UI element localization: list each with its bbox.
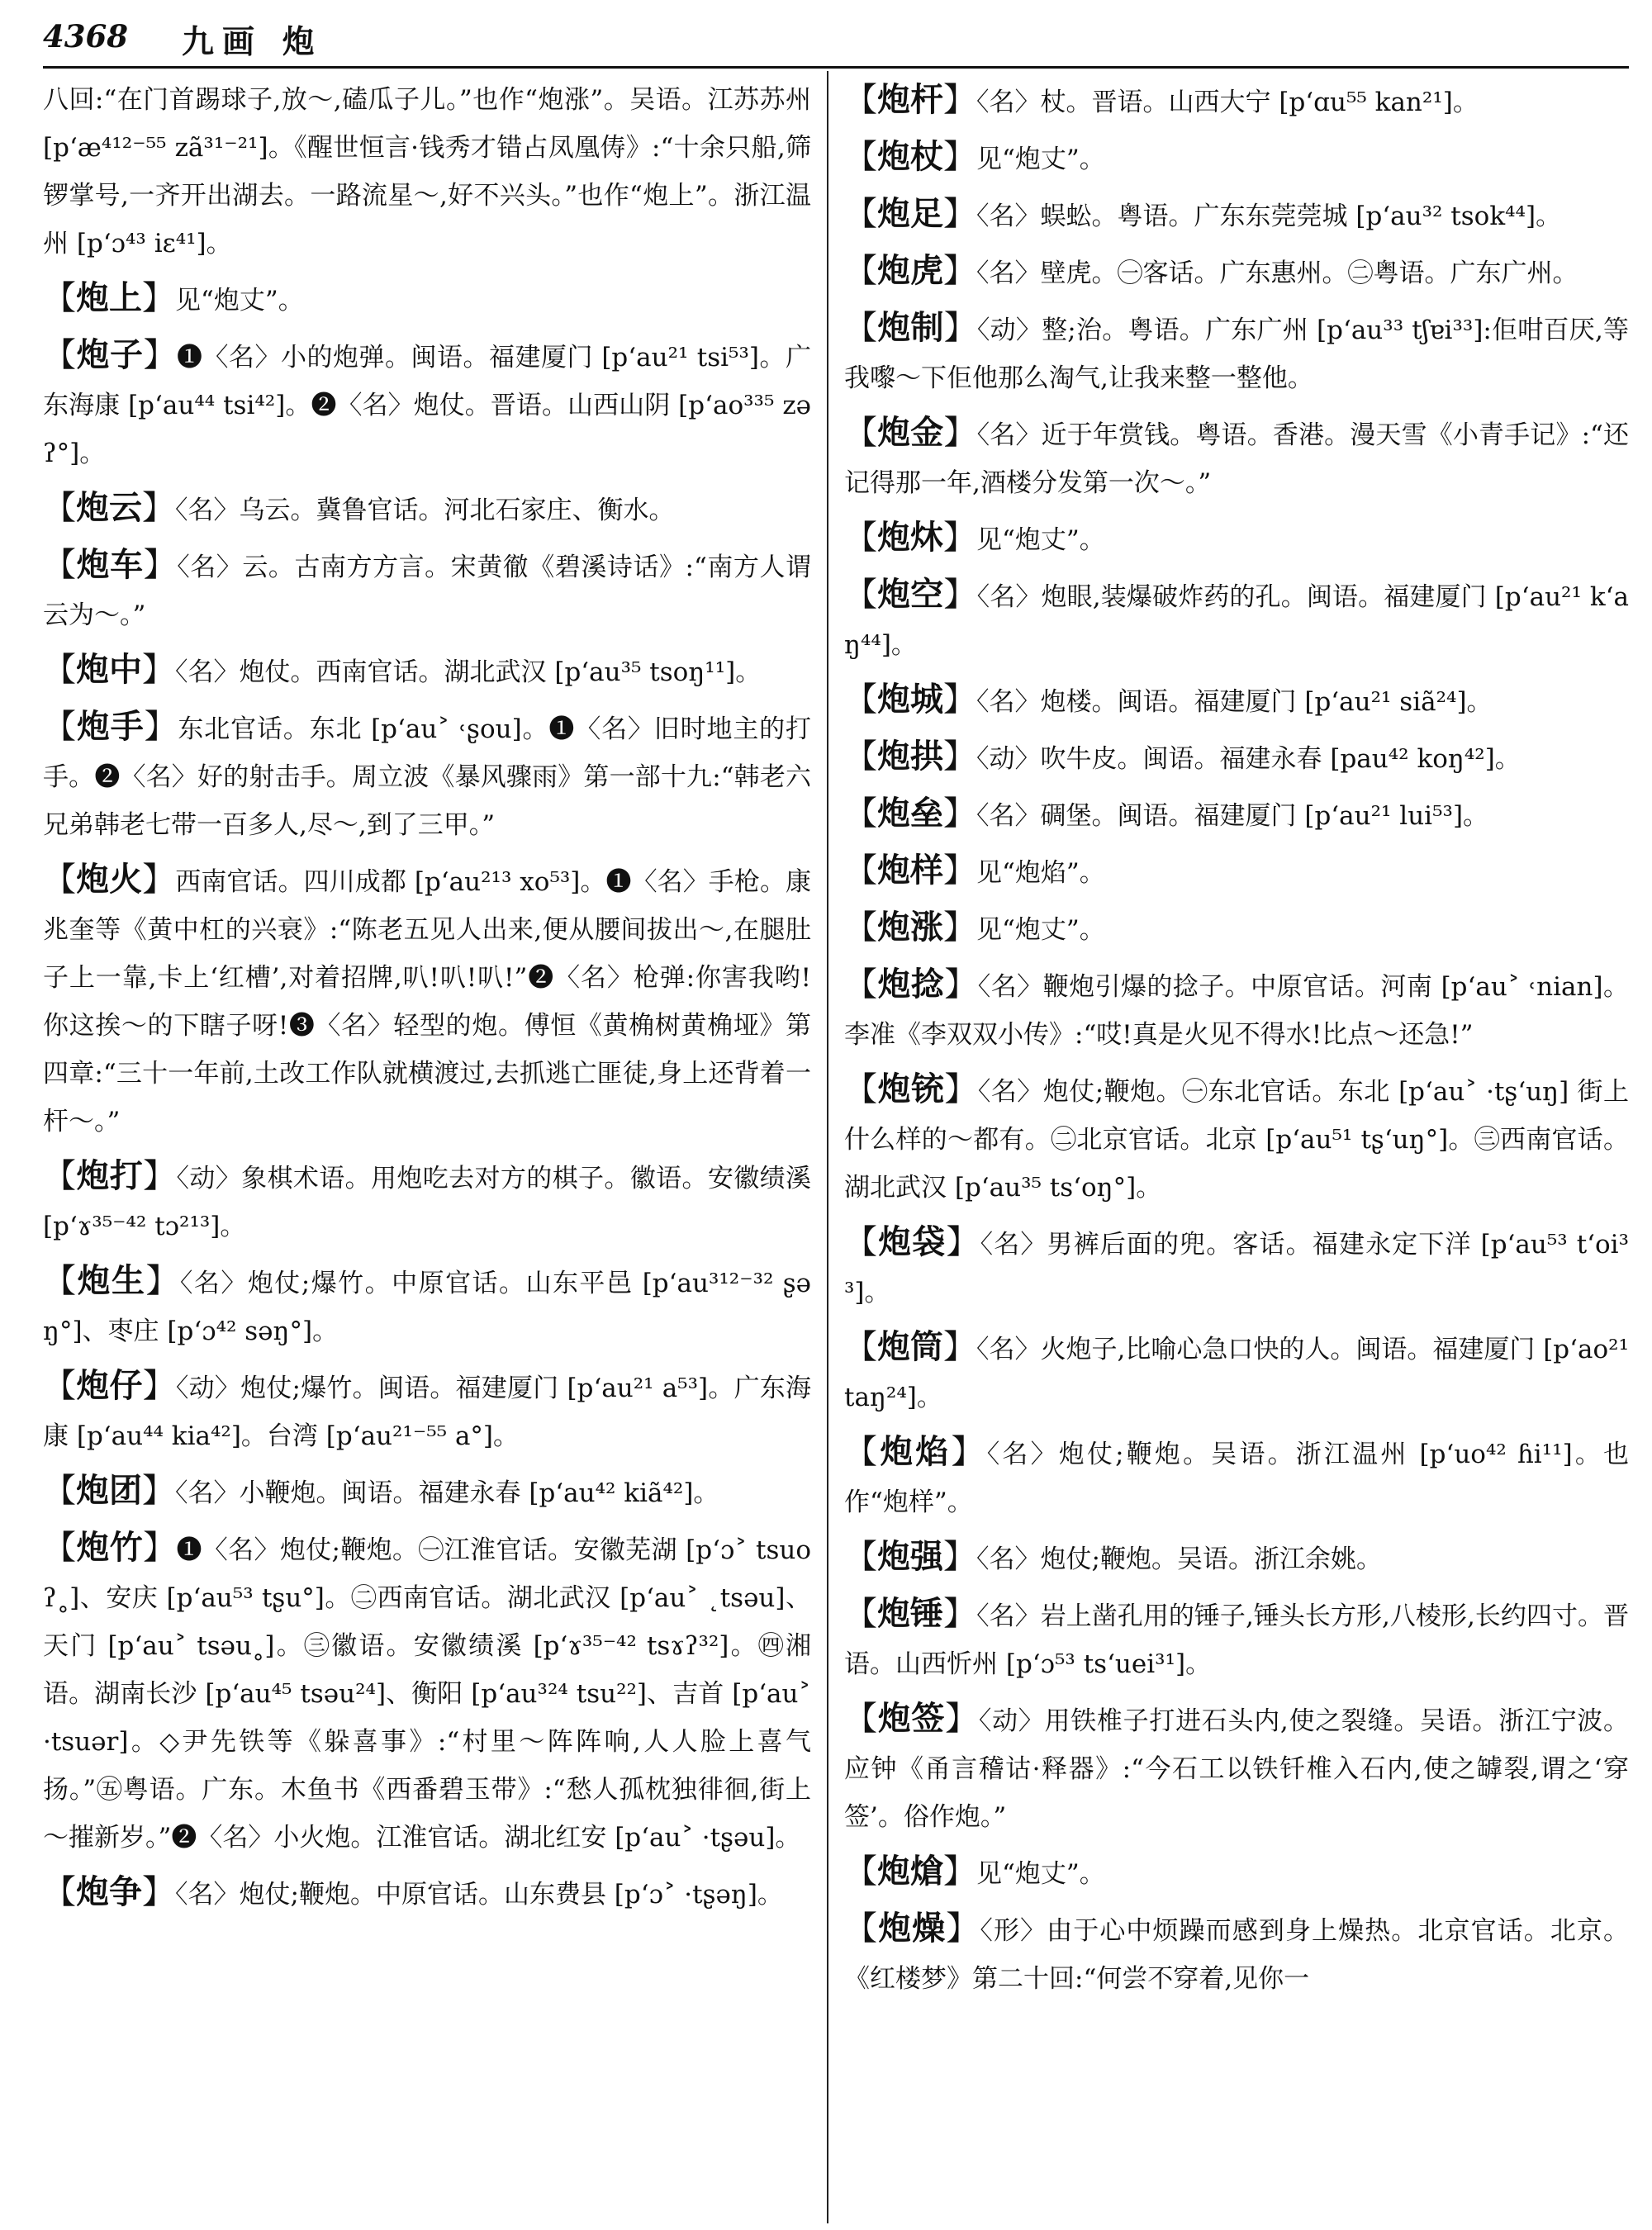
headword-text: 炮虎 [877,252,943,290]
open-bracket: 【 [43,1157,77,1195]
close-bracket: 】 [943,138,976,176]
headword-text: 炮火 [76,861,143,899]
close-bracket: 】 [943,681,976,719]
open-bracket: 【 [844,414,878,452]
entry-definition: 东北官话。东北 [pʻau˃ ˓ʂou]。❶〈名〉旧时地主的打手。❷〈名〉好的射击手。周立波《暴风骤雨》第一部十九:“韩老六兄弟韩老七带一百多人,尽～,到了三甲。” [43,714,811,840]
dictionary-entry [844,733,1629,783]
dictionary-entry [844,1428,1629,1526]
close-bracket: 】 [943,309,977,347]
close-bracket: 】 [142,1873,175,1911]
open-bracket: 【 [844,852,877,890]
open-bracket: 【 [844,252,877,290]
open-bracket: 【 [844,1853,877,1891]
open-bracket: 【 [844,195,877,233]
right-column [844,76,1629,2222]
headword [844,1700,979,1738]
entry-definition: 〈名〉炮仗;鞭炮。中原官话。山东费县 [pʻɔ˃ ·tʂəŋ]。 [175,1880,783,1910]
headword [43,336,177,374]
dictionary-entry [844,1905,1629,2003]
entry-definition: 见“炮丈”。 [976,915,1105,945]
dictionary-entry [844,133,1629,183]
dictionary-entry [43,1257,811,1355]
close-bracket: 】 [944,966,978,1004]
entry-definition: 〈名〉炮仗;鞭炮。吴语。浙江温州 [pʻuo⁴² ɦi¹¹]。也作“炮样”。 [844,1440,1629,1517]
headword [844,738,976,776]
dictionary-entry [43,484,811,534]
headword [43,1262,180,1300]
headword [844,309,977,347]
headword-text: 炮燥 [878,1910,947,1948]
entry-definition: 〈名〉炮仗;鞭炮。吴语。浙江余姚。 [976,1544,1382,1574]
close-bracket: 】 [943,1853,976,1891]
open-bracket: 【 [43,1262,78,1300]
entry-definition: 见“炮焰”。 [976,858,1105,888]
entry-continuation [43,76,811,268]
headword-text: 炮车 [76,546,144,584]
close-bracket: 】 [142,1472,175,1510]
open-bracket: 【 [43,1367,77,1405]
headword-text: 炮强 [877,1538,943,1576]
headword [43,1472,175,1510]
headword-text: 炮签 [877,1700,946,1738]
open-bracket: 【 [844,1070,878,1108]
headword-text: 炮城 [877,681,943,719]
dictionary-entry [844,1218,1629,1317]
page-header [43,18,1629,64]
close-bracket: 】 [943,81,976,119]
dictionary-entry [43,331,811,477]
dictionary-entry [43,1524,811,1862]
dictionary-entry [844,1323,1629,1421]
dictionary-entry [43,1467,811,1517]
entry-definition: ❶〈名〉小的炮弹。闽语。福建厦门 [pʻau²¹ tsi⁵³]。广东海康 [pʻau⁴⁴ tsi⁴²]。❷〈名〉炮仗。晋语。山西山阴 [pʻao³³⁵ zəʔ°]。 [43,343,811,468]
open-bracket: 【 [844,1433,881,1471]
entry-definition: 〈动〉炮仗;爆竹。闽语。福建厦门 [pʻau²¹ a⁵³]。广东海康 [pʻau⁴⁴ kia⁴²]。台湾 [pʻau²¹⁻⁵⁵ a°]。 [43,1374,811,1451]
headword-text: 炮熗 [877,1853,943,1891]
open-bracket: 【 [844,1700,878,1738]
headword-text: 炮杖 [877,138,943,176]
dictionary-entry [844,1848,1629,1898]
entry-definition: 〈动〉用铁椎子打进石头内,使之裂缝。吴语。浙江宁波。应钟《甬言稽诂·释器》:“今石工以铁钎椎入石内,使之罅裂,谓之‘穿签’。俗作炮。” [844,1706,1629,1832]
entry-definition: 〈名〉近于年赏钱。粤语。香港。漫天雪《小青手记》:“还记得那一年,酒楼分发第一次～。” [844,420,1629,498]
open-bracket: 【 [43,1472,76,1510]
entry-definition: 见“炮丈”。 [976,525,1105,555]
left-column [43,76,811,2222]
dictionary-entry [844,1695,1629,1841]
headword-text: 炮打 [76,1157,144,1195]
dictionary-entry [43,856,811,1146]
dictionary-entry [844,190,1629,240]
entry-definition: 〈动〉整;治。粤语。广东广州 [pʻau³³ tʃɐi³³]:佢咁百厌,等我嚟～下佢他那么淘气,让我来整一整他。 [844,316,1629,393]
headword [43,546,177,584]
entry-definition: 〈名〉炮楼。闽语。福建厦门 [pʻau²¹ siã²⁴]。 [976,687,1493,717]
headword [43,279,175,317]
headword [844,1328,976,1366]
headword [844,1910,980,1948]
open-bracket: 【 [844,1328,877,1366]
dictionary-entry [844,1533,1629,1583]
dictionary-entry [43,646,811,696]
headword-text: 炮焰 [880,1433,952,1471]
headword [844,1070,978,1108]
open-bracket: 【 [844,1223,879,1261]
entry-definition: 〈名〉岩上凿孔用的锤子,锤头长方形,八棱形,长约四寸。晋语。山西忻州 [pʻɔ⁵³ tsʻuei³¹]。 [844,1601,1629,1679]
entry-definition: 西南官话。四川成都 [pʻau²¹³ xo⁵³]。❶〈名〉手枪。康兆奎等《黄中杠的兴衰》:“陈老五见人出来,便从腰间拔出～,在腿肚子上一靠,卡上‘红槽’,对着招牌,叭!叭!叭!”❷〈名〉枪弹:你害我哟!你这挨～的下瞎子呀!❸〈名〉轻型的炮。傅恒《黄桷树黄桷垭》第四章:“三十一年前,土改工作队就横渡过,去抓逃亡匪徒,身上还背着一杆～。” [43,867,811,1136]
close-bracket: 】 [143,546,178,584]
headword-text: 炮空 [877,576,944,614]
headword-text: 炮锤 [877,1595,944,1633]
headword [43,1367,176,1405]
open-bracket: 【 [844,1595,878,1633]
headword-text: 炮制 [877,309,944,347]
open-bracket: 【 [43,489,76,527]
close-bracket: 】 [943,795,976,833]
entry-definition: 〈名〉小鞭炮。闽语。福建永春 [pʻau⁴² kiã⁴²]。 [175,1478,719,1508]
headword-text: 炮生 [77,1262,146,1300]
close-bracket: 】 [142,1367,176,1405]
headword-text: 炮手 [76,708,145,746]
dictionary-entry [844,790,1629,840]
close-bracket: 】 [943,1328,976,1366]
entry-definition: 〈名〉蜈蚣。粤语。广东东莞莞城 [pʻau³² tsok⁴⁴]。 [976,202,1562,231]
open-bracket: 【 [844,138,877,176]
headword [844,1538,976,1576]
close-bracket: 】 [946,1223,980,1261]
headword-text: 炮云 [76,489,142,527]
headword-text: 炮仔 [76,1367,143,1405]
open-bracket: 【 [844,81,877,119]
headword-text: 炮涨 [877,909,943,947]
entry-definition: 八回:“在门首踢球子,放～,磕瓜子儿。”也作“炮涨”。吴语。江苏苏州 [pʻæ⁴¹²⁻⁵⁵ zã³¹⁻²¹]。《醒世恒言·钱秀才错占凤凰俦》:“十余只船,筛锣掌号,一齐开出湖去。一路流星～,好不兴头。”也作“炮上”。浙江温州 [pʻɔ⁴³ iɛ⁴¹]。 [43,85,811,259]
entry-definition: 〈名〉炮仗;鞭炮。㊀东北官话。东北 [pʻau˃ ·tʂʻuŋ] 街上什么样的～都有。㊁北京官话。北京 [pʻau⁵¹ tʂʻuŋ°]。㊂西南官话。湖北武汉 [pʻau³⁵ tsʻoŋ°]。 [844,1077,1629,1203]
dictionary-entry [844,961,1629,1059]
open-bracket: 【 [43,1873,76,1911]
headword [844,195,976,233]
entry-definition: 〈名〉乌云。冀鲁官话。河北石家庄、衡水。 [175,496,675,525]
close-bracket: 】 [143,336,177,374]
open-bracket: 【 [43,708,77,746]
close-bracket: 】 [943,909,976,947]
close-bracket: 】 [943,1595,977,1633]
headword [43,651,175,689]
open-bracket: 【 [844,795,877,833]
dictionary-entry [844,247,1629,297]
column-divider [827,71,828,2223]
open-bracket: 【 [844,519,877,557]
headword-text: 炮金 [877,414,944,452]
headword [844,138,976,176]
entry-definition: 〈名〉炮仗。西南官话。湖北武汉 [pʻau³⁵ tsoŋ¹¹]。 [175,657,762,687]
headword-text: 炮争 [76,1873,142,1911]
close-bracket: 】 [943,414,977,452]
close-bracket: 】 [143,1529,177,1567]
dictionary-entry [844,76,1629,126]
close-bracket: 】 [943,252,976,290]
headword [43,489,175,527]
dictionary-entry [43,703,811,849]
headword [43,1529,176,1567]
headword [844,81,976,119]
dictionary-entry [844,571,1629,669]
headword [844,1223,980,1261]
close-bracket: 】 [946,1910,980,1948]
headword [844,1853,976,1891]
open-bracket: 【 [844,576,878,614]
headword-text: 炮炑 [877,519,943,557]
headword-text: 炮垒 [877,795,943,833]
close-bracket: 】 [943,519,976,557]
headword [844,519,976,557]
entry-definition: 〈名〉壁虎。㊀客话。广东惠州。㊁粤语。广东广州。 [976,259,1578,288]
entry-definition: ❶〈名〉炮仗;鞭炮。㊀江淮官话。安徽芜湖 [pʻɔ˃ tsuoʔ˳]、安庆 [pʻau⁵³ tʂu°]。㊁西南官话。湖北武汉 [pʻau˃ ˛tsəu]、天门 [pʻau˃ tsəu˳]。㊂徽语。安徽绩溪 [pʻɤ³⁵⁻⁴² tsɤʔ³²]。㊃湘语。湖南长沙 [pʻau⁴⁵ tsəu²⁴]、衡阳 [pʻau³²⁴ tsu²²]、吉首 [pʻau˃ ·tsuər]。◇尹先铁等《躲喜事》:“村里～阵阵响,人人脸上喜气扬。”㊄粤语。广东。木鱼书《西番碧玉带》:“愁人孤枕独徘徊,街上～摧新岁。”❷〈名〉小火炮。江淮官话。湖北红安 [pʻau˃ ·tʂəu]。 [43,1535,811,1853]
headword [844,252,976,290]
headword [844,1433,987,1471]
headword [844,414,977,452]
entry-definition: 〈动〉吹牛皮。闽语。福建永春 [pau⁴² koŋ⁴²]。 [976,744,1521,774]
headword [844,681,976,719]
dictionary-entry [43,541,811,639]
dictionary-entry [844,847,1629,897]
close-bracket: 】 [142,279,175,317]
entry-definition: 〈名〉鞭炮引爆的捻子。中原官话。河南 [pʻau˃ ˓nian]。李准《李双双小传》:“哎!真是火见不得水!比点～还急!” [844,972,1629,1050]
headword [43,1873,175,1911]
entry-definition: 〈名〉碉堡。闽语。福建厦门 [pʻau²¹ lui⁵³]。 [976,801,1489,831]
open-bracket: 【 [844,738,877,776]
close-bracket: 】 [943,1538,976,1576]
dictionary-entry [43,274,811,325]
running-head: 九画 炮 [182,24,323,61]
entry-definition: 〈名〉火炮子,比喻心急口快的人。闽语。福建厦门 [pʻao²¹ taŋ²⁴]。 [844,1335,1629,1412]
headword-text: 炮筒 [877,1328,943,1366]
close-bracket: 】 [951,1433,987,1471]
open-bracket: 【 [844,681,877,719]
open-bracket: 【 [844,1538,877,1576]
headword-text: 炮子 [76,336,144,374]
open-bracket: 【 [43,279,76,317]
dictionary-entry [844,409,1629,507]
entry-definition: 〈名〉炮仗;爆竹。中原官话。山东平邑 [pʻau³¹²⁻³² ʂəŋ°]、枣庄 [pʻɔ⁴² səŋ°]。 [43,1269,811,1346]
headword-text: 炮竹 [76,1529,144,1567]
close-bracket: 】 [944,1070,978,1108]
headword [43,708,178,746]
entry-definition: 见“炮丈”。 [175,286,304,316]
dictionary-entry [43,1868,811,1919]
entry-definition: 〈形〉由于心中烦躁而感到身上燥热。北京官话。北京。《红楼梦》第二十回:“何尝不穿着,见你一 [844,1916,1629,1994]
headword [43,861,175,899]
headword-text: 炮拱 [877,738,943,776]
close-bracket: 】 [943,738,976,776]
close-bracket: 】 [143,1157,177,1195]
close-bracket: 】 [142,651,175,689]
entry-definition: 见“炮丈”。 [976,145,1105,174]
entry-definition: 见“炮丈”。 [976,1859,1105,1889]
entry-definition: 〈名〉云。古南方方言。宋黄徹《碧溪诗话》:“南方人谓云为～。” [43,553,811,630]
headword-text: 炮袋 [878,1223,947,1261]
headword [844,852,976,890]
entry-definition: 〈名〉炮眼,装爆破炸药的孔。闽语。福建厦门 [pʻau²¹ kʻaŋ⁴⁴]。 [844,582,1629,660]
headword [844,966,978,1004]
headword-text: 炮铳 [877,1070,945,1108]
open-bracket: 【 [43,1529,77,1567]
close-bracket: 】 [142,489,175,527]
headword-text: 炮捻 [877,966,945,1004]
page-number: 4368 [43,18,128,55]
dictionary-entry [43,1152,811,1250]
open-bracket: 【 [844,966,878,1004]
dictionary-entry [844,1065,1629,1212]
open-bracket: 【 [43,861,77,899]
headword-text: 炮团 [76,1472,142,1510]
dictionary-entry [844,304,1629,402]
open-bracket: 【 [43,336,77,374]
headword-text: 炮上 [76,279,142,317]
open-bracket: 【 [43,546,77,584]
close-bracket: 】 [142,861,176,899]
headword-text: 炮样 [877,852,943,890]
headword [844,1595,976,1633]
open-bracket: 【 [844,1910,879,1948]
close-bracket: 】 [145,1262,180,1300]
entry-definition: 〈名〉男裤后面的兜。客话。福建永定下洋 [pʻau⁵³ tʻoi³³]。 [844,1230,1629,1307]
entry-definition: 〈动〉象棋术语。用炮吃去对方的棋子。徽语。安徽绩溪 [pʻɤ³⁵⁻⁴² tɔ²¹³]。 [43,1164,811,1241]
dictionary-entry [844,514,1629,564]
headword-text: 炮中 [76,651,142,689]
headword [844,795,976,833]
open-bracket: 【 [844,909,877,947]
open-bracket: 【 [844,309,878,347]
open-bracket: 【 [43,651,76,689]
close-bracket: 】 [943,576,977,614]
close-bracket: 】 [945,1700,979,1738]
close-bracket: 】 [144,708,178,746]
headword [844,576,977,614]
headword-text: 炮足 [877,195,943,233]
headword-text: 炮杆 [877,81,943,119]
headword [844,909,976,947]
dictionary-entry [844,676,1629,726]
close-bracket: 】 [943,852,976,890]
header-rule [43,66,1629,69]
dictionary-entry [43,1362,811,1460]
dictionary-entry [844,1590,1629,1688]
close-bracket: 】 [943,195,976,233]
entry-definition: 〈名〉杖。晋语。山西大宁 [pʻɑu⁵⁵ kan²¹]。 [976,88,1479,117]
headword [43,1157,177,1195]
dictionary-entry [844,904,1629,954]
